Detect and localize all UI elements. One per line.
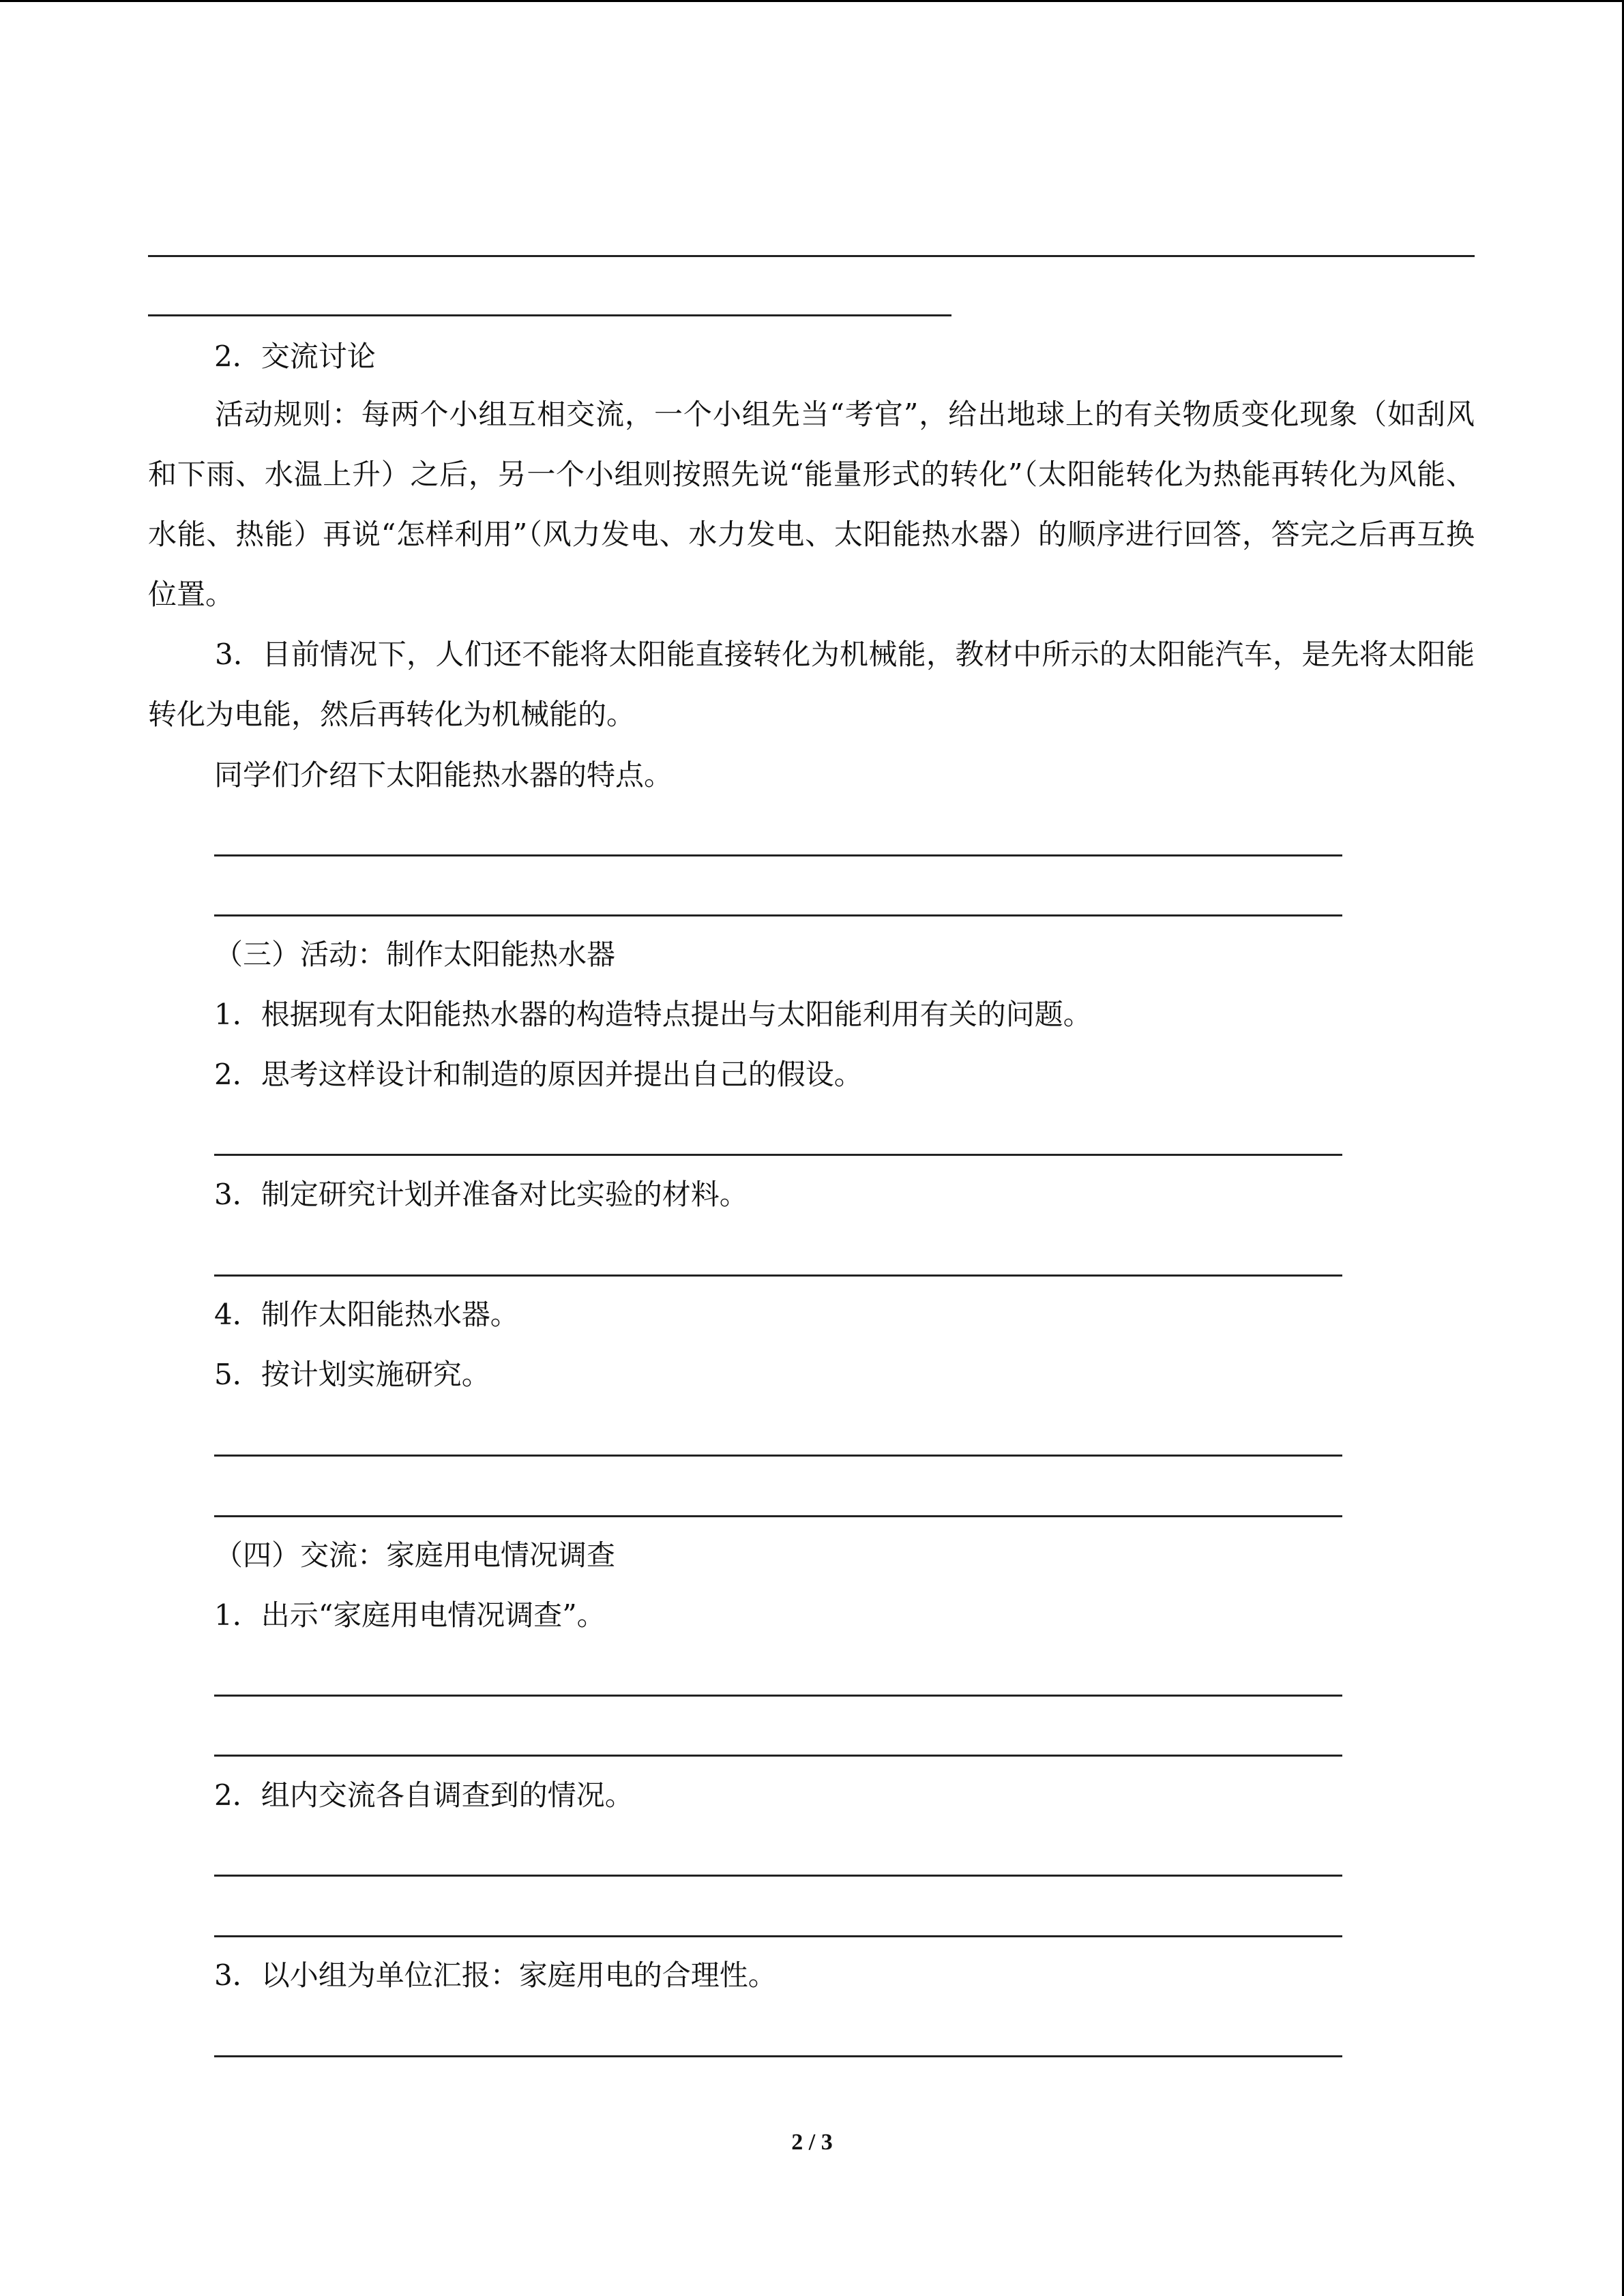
- answer-line[interactable]: [214, 2055, 1342, 2057]
- activity-step: 1．根据现有太阳能热水器的构造特点提出与太阳能利用有关的问题。: [214, 998, 1092, 1031]
- survey-step: 1．出示“家庭用电情况调查”。: [214, 1598, 606, 1632]
- survey-step: 3．以小组为单位汇报：家庭用电的合理性。: [214, 1958, 777, 1992]
- answer-line[interactable]: [214, 1515, 1342, 1517]
- activity-step: 5．按计划实施研究。: [214, 1358, 490, 1391]
- activity-section-title: （三）活动：制作太阳能热水器: [214, 938, 616, 971]
- answer-line[interactable]: [214, 1935, 1342, 1937]
- answer-line[interactable]: [214, 1154, 1342, 1156]
- heater-prompt: 同学们介绍下太阳能热水器的特点。: [214, 758, 673, 792]
- survey-section-title: （四）交流：家庭用电情况调查: [214, 1538, 616, 1572]
- activity-rules-paragraph: 活动规则：每两个小组互相交流，一个小组先当“考官”，给出地球上的有关物质变化现象（如刮风和下雨、水温上升）之后，另一个小组则按照先说“能量形式的转化”（太阳能转化为热能再转化为风能、水能、热能）再说“怎样利用”（风力发电、水力发电、太阳能热水器）的顺序进行回答，答完之后再互换位置。: [148, 398, 1475, 611]
- section-two-title: 2．交流讨论: [214, 340, 376, 373]
- activity-step: 2．思考这样设计和制造的原因并提出自己的假设。: [214, 1058, 863, 1091]
- answer-line[interactable]: [214, 854, 1342, 856]
- survey-step: 2．组内交流各自调查到的情况。: [214, 1778, 634, 1812]
- answer-line[interactable]: [214, 1755, 1342, 1757]
- answer-line[interactable]: [214, 914, 1342, 916]
- answer-line[interactable]: [214, 1695, 1342, 1697]
- answer-line[interactable]: [148, 255, 1475, 257]
- page-number: 2 / 3: [791, 2130, 833, 2155]
- activity-step: 4．制作太阳能热水器。: [214, 1298, 519, 1331]
- answer-line[interactable]: [148, 314, 951, 316]
- point-three-paragraph: 3．目前情况下，人们还不能将太阳能直接转化为机械能，教材中所示的太阳能汽车，是先将太阳能转化为电能，然后再转化为机械能的。: [148, 638, 1475, 731]
- activity-step: 3．制定研究计划并准备对比实验的材料。: [214, 1178, 748, 1211]
- answer-line[interactable]: [214, 1274, 1342, 1277]
- answer-line[interactable]: [214, 1455, 1342, 1457]
- answer-line[interactable]: [214, 1875, 1342, 1877]
